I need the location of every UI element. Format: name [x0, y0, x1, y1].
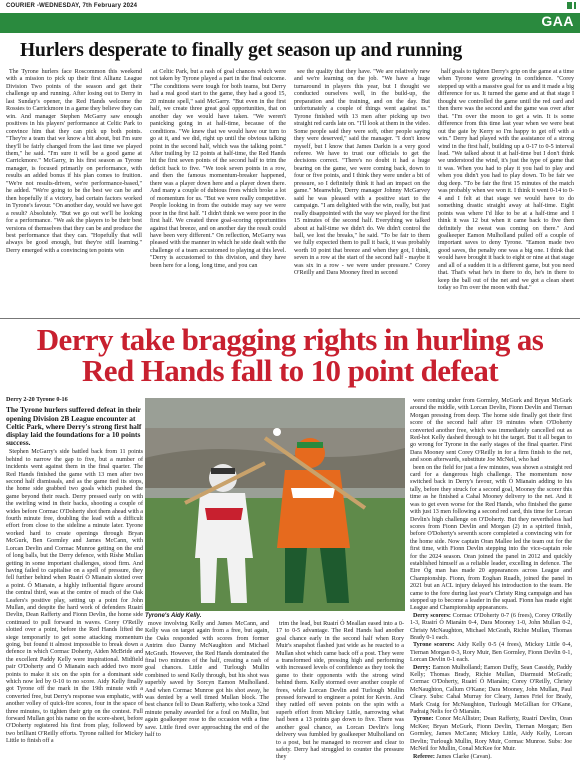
story2-bottom-column-2	[276, 621, 404, 761]
section-bar	[0, 13, 580, 33]
story-divider	[0, 318, 580, 319]
hurling-action-photo	[145, 398, 405, 611]
tyrone-scorers-label: Tyrone scorers:	[413, 642, 455, 649]
tyrone-subs-text: Subs: Joe McNeil for Mullin, Conal McKee for Muir.	[410, 738, 572, 753]
referee	[410, 754, 572, 761]
story1-column-1-text: The Tyrone hurlers face Roscommon this weekend with a mission to pick up their first Allianz League Division Two points of the season and get their challenge up and running. After losing out to Derry in last Sunday's opener, the Red Hands welcome the Rossies to Carrickmore in a game they believe they can win. And manager Stephen McGarry saw enough positives in his players' performance at Celtic Park to convince him that they can pick up both points. "They're a team that we know a bit about, but I'm sure they'll be fairly changed from the last time we played them," he said. "I'm sure it will be a good game at Carrickmore." McGarry, in his first season as Tyrone manager, is focused primarily on performance, with results an added bonus if his plan comes to fruition. "We're not results-driven, we're performance-based," he added. "We're going to be the best we can be and then hopefully if a victory, bad certain factors worked in Tyrone's favour. "On another day, would we have got a result? Absolutely. "But we go out we'll be looking for a performance. "We ask the players to be their best versions of themselves that they can be and produce the best performance that they can. "Hopefully that will always be good enough, but they're still learning." Derry emerged with a convincing ten points win	[6, 69, 142, 254]
story1-column-1	[6, 69, 142, 314]
story1-column-2	[150, 69, 286, 314]
story2-left-text: Stephen McGarry's side battled back from 11 points behind to narrow the gap to five, but a number of incidents went against them in the final quarter. The Red Hands finished the game with 13 men after two second half dismissals, and as the game tied its stops, the home side grabbed two goals which pushed the game beyond their reach. Derry pressed early on with the swirling wind in their backs, shooting a couple of wides before Cormac O'Doherty shot them ahead with a fourth minute free, doubling the lead with a difficult effort from close to the sideline a minute later. Tyrone worked hard to create openings through Bryan McGurk, Ben Gormley and James McCann, with Lorcan Devlin and Cormac Munroe getting on the end of long balls, but the Derry defence, with Ríshe Mullan getting in some important challenges, stood firm. And having failed to capitalise on a spell of pressure, they fell further behind when Ruairí Ó Mianain slotted over a point. Ó Mianain, a highly influential figure around the central third, was at the centre of much of the Oak Leafers's positive play, setting up a point for John Mullan, and despite the hard work of defenders Ruairí Devlin, Dean Rafferty and Fionn Devlin, the home side continued to pull forward in waves. Corey O'Reilly slotted over a point, before the Red Hands lifted the siege temporarily to get some attacking momentum going, but found it almost impossible to break down a defence in which Cormac Doherty, Aiden McBride and the excellent Paddy Kelly were inspirational. Midfield pair O'Doherty and Ó Mianain each added two more points to make it six on the spin for a dominant side which now led by 0-10 to no score. Aidy Kelly finally got Tyrone off the mark in the 19th minute with a converted free, but Derry's response was emphatic, with another volley of quick-fire scores, four in the space of three minutes, to tighten their grip on the contest. Full forward Mullan got his name on the score-sheet, before O'Doherty registered his first from play, followed by two brilliant O'Reilly efforts. Tyrone rallied for Mickey Little to finish off a	[6, 449, 143, 745]
derry-scorers	[410, 613, 572, 643]
tyrone-team-text: Conor McAllister; Dean Rafferty, Ruairí Devlin, Oran McKee; Bryan McGurk, Fionn Devlin, Tiernan Morgan; Ben Gormley, James McCann; Mickey Little, Aidy Kelly, Lorcan Devlin; Turlough Mullin, Rory Muir, Cormac Munroe.	[410, 716, 572, 745]
section-title: GAA	[541, 13, 574, 29]
story2-right-column	[410, 398, 573, 760]
story1-column-3-text: see the quality that they have. "We are relatively new and we're learning on the job. "We have a huge turnaround in players this year, but I thought we conducted ourselves well, in the build-up, the preparation and the training, and on the day. But unfortunately a couple of things went against us." Tyrone finished with 13 men after picking up two straight red cards late on. "I'll look at them in the video. Some people said they were soft, other people saying they were deserved," said the manager. "I don't know myself, but I know that James Darkin is a very good referee. We have to trust our officials to get the decisions correct. "There's no doubt it had a huge bearing on the game, we were coming back, down to four or five points, and I think they were under a bit of pressure, so I definitely think it had an impact on the game." Meanwhile, Derry manager Johnny McGarvey said he was pleased with a positive start to the campaign. "I am delighted with the win, really, but just really disappointed with the way we played for the first 15 minutes of the second half. Everything we talked about at half-time we didn't do. We didn't control the ball, we lost the breaks," he said. "To be fair to them we fully expected them to pull it back, it was probably worth 10 point that breeze and when they got, I think, seven in a row at the start of the second half - maybe it was six in a row - we were under pressure." Corey O'Reilly and Dara Mooney fired in second	[294, 69, 430, 277]
story1-body	[6, 69, 574, 314]
story2-right-text: been on the field for just a few minutes, was shown a straight red card for a dangerous high challenge. The momentum now switched back in Derry's favour, with Ó Mianain adding to his tally, before they struck for a second goal, Mooney the scorer this time as he finished a Cahal Mooney delivery to the net. And it was to get even worse for the Red Hands, who finished the game with just 13 men following a second red card, this time for Lorcan Devlin's high challenge on O'Doherty. But they nevertheless had scores from Fionn Devlin and Morgan (2) in a spirited finish, before O'Doherty's seventh score completed a convincing win for the home side. Now captain Oran Mallee led the team out for the first time, with Fionn Devlin stepping into the vice-captain role for the 2024 season. Oran joined the panel in 2012 and quickly established himself as a reliable leader, excelling in defence. The Eire Óg man has made 20 appearances across League and Championship. Fionn, from Eoghan Ruadh, joined the panel in 2021 but an ACL injury delayed his introduction to the team. He came to the fore during last year's Christy Ring campaign and has stepped up to become a leader in the squad. Fionn has made eight League and Championship appearances.	[410, 464, 572, 612]
story2-left-column	[6, 396, 143, 745]
story2-bottom-1-text: move involving Kelly and James McCann, and Kelly was on target again from a free, but again, the Oaks responded with scores from former Antrim duo Danny McNaughton and Michael McGrath. However, the Red Hands dominated the final two minutes of the half, creating a rash of goal chances. Little and Turlough Mullin combined to send Kelly through, but his shot was superbly saved by Sorcyn Eamon Mulholland. And when Cormac Munroe got his shot away, he was denied by a well timed Mullan block. The best chance fell to Dean Rafferty, who took a 32nd minute penalty awarded for a foul on Mullin, but again goalkeeper rose to the occasion with a fine save. Little fired over approaching the end of the half to	[145, 621, 269, 739]
derry-team-label: Derry:	[413, 664, 431, 671]
publication-date: COURIER -WEDNESDAY, 7th February 2024	[6, 3, 138, 9]
tyrone-scorers	[410, 642, 572, 664]
story1-column-2-text: at Celtic Park, but a rash of goal chances which were not taken by Tyrone played a part in the final outcome. "The conditions were tough for both teams, but Derry had a real good start to the game, they had a good 15, 20 minute spell," said McGarry. "But even in the first half, we create three great goal opportunities, that on another day we would have taken. "We weren't panicking going in at half-time, because of the conditions. "We knew that we would have our turn to go at it, and we did, right up until the obvious talking point in the second half, which was the talking point." After trailing by 12 points at half-time, the Red Hands hit the first seven points of the second half to trim the deficit back to five. "We took seven points in a row, and then the famous momentum-breaker happened, there was a player down here and a player down there. And many a couple of dubious frees which broke a lot of momentum for us. "But we were really competitive. People looking in from the outside may say we were poor in the first half. "I didn't think we were poor in the first half. We created three goal-scoring opportunities against that breeze, and on another day the result could have been very different." On reflection, McGarry was pleased with the manner in which he side dealt with the challenge of a team accustomed to playing at this level. "Derry is accustomed to this division, and they have been here for a long, long time, and you can	[150, 69, 286, 269]
story1-headline: Hurlers desperate to finally get season up and running	[20, 40, 463, 61]
story2-bottom-column-1	[145, 621, 269, 739]
match-score: Derry 2-20 Tyrone 0-16	[6, 396, 68, 403]
derry-scorers-text: Cormac O'Doherty 0-7 (6 frees), Corey O'Reilly 1-3, Ruairí Ó Mianáin 0-4, Dara Mooney 1-0, John Mullan 0-2, Christy McNaughton, Michael McGrath, Richie Mullan, Thomas Brady 0-1 each.	[410, 612, 572, 641]
story1-column-3	[294, 69, 430, 314]
referee-label: Referee:	[413, 753, 435, 760]
story2-bottom-2-text: trim the lead, but Ruairí Ó Meallan eased into a 0-17 to 0-5 advantage. The Red Hands had another goal chance early in the second half when Rory Muir's snapshot flashed just wide as he reacted to a Mullan shot which came back off a post. They were a transformed side, pressing high and performing with increased levels of confidence as they took the game to their opponents with the strong wind behind them. Kelly stormed over another couple of frees, while Lorcan Devlin and Turlough Mullin pressed forward to engineer a point for Kevin. And they rattled off seven points on the spin with a superb effort from Mickey Little, narrowing what had been a 13 points gap down to five. There was another goal chance, as Lorcan Devlin's long delivery was fumbled by goalkeeper Mulholland on to a post, but he managed to recover and clear to safety. Derry had struggled to counter the pressure they	[276, 621, 404, 761]
derry-team	[410, 665, 572, 717]
story2-headline: Derry take bragging rights in hurling as Red Hands fall to 10 point defeat	[36, 322, 544, 388]
story2-right-lead-text: were coming under from Gormley, McGurk and Bryan McGurk around the middle, with Lorcan Devlin, Fionn Devlin and Tiernan Morgan pressing from deep. The home side finally got their first score of the second half after 19 minutes when O'Doherty converted another free, which was immediately cancelled out as Red-hot Kelly dashed through to hit the target. But it all began to go wrong for Tyrone in the early stages of the final quarter. First Dara Mooney sent Corey O'Reilly in for a firm finish to the net, and soon afterwards, substitute Joe McNeil, who had	[410, 398, 572, 464]
story2-intro: The Tyrone hurlers suffered defeat in their opening Division 2B League encounter at Celtic Park, where Derry's strong first half display laid the foundations for a 10 points success.	[6, 405, 142, 448]
photo-caption: Tyrone's Aidy Kelly.	[145, 613, 202, 619]
derry-scorers-label: Derry scorers:	[413, 612, 451, 619]
story1-column-4	[438, 69, 574, 314]
referee-text: James Clarke (Cavan).	[436, 753, 492, 760]
page-info	[6, 3, 137, 9]
tyrone-scorers-text: Aidy Kelly 0-5 (4 frees), Mickey Little 0-4, Tiernan Morgan 0-3, Rory Muir, Ben Gormley, Fionn Devlin 0-1, Lorcan Devlin 0-1 each.	[410, 642, 573, 664]
tyrone-team	[410, 716, 572, 753]
photo-illustration	[145, 398, 405, 611]
header-marker-icon	[567, 2, 572, 9]
derry-subs-text: Subs: Cahal Murray for Cleary, James Friel for Brady, Mark Craig for McNaughton, Turlough McGillian for O'Kane, Padraig Nelis for Ó Mianáin.	[410, 694, 572, 716]
derry-team-text: Eamon Mulholland; Eamon Duffy, Sean Cassidy, Paddy Kelly; Thomas Brady, Richie Mullan, Diarmuid McGrath; Cormac O'Doherty, Ruairí Ó Mianáin; Corey O'Reilly, Christy McNaughton, Callum O'Kane; Dara Mooney, John Mullan, Paul Cleary.	[410, 664, 572, 701]
story1-column-4-text: half goals to tighten Derry's grip on the game at a time when Tyrone were growing in confidence. "Corey stepped up with a massive goal for us and it made a big difference for us. It turned the game and at that stage I thought we controlled the game until the red card and then there was the second and the game was over after that. "I'm over the moon to get a win. It is some difference from this time last year when we were beat out the gate by Kerry so I'm happy to get off with a win." Derry had played with the assistance of a strong wind in the first half, building up a 0-17 to 0-5 interval lead. "We talked about it at half-time but I don't think we understood the wind, it's just the type of game that it was. When you had to play it you had to play and when you didn't you had to play down. To be fair we dug deep. "To be fair the first 15 minutes of the match was probably when we won it. I think it went 0-14 to 0-4 and I felt at that stage we would have to do something drastic straight away at half-time. Eight points was where I'd like to be at a half-time and I think it was 12 but when it came back to five then definitely the sweat was coming on there." And goalkeeper Eamon Mulholland pulled off a couple of important saves to deny Tyrone. "Eamon made two good saves, the penalty one was a big one. I think that would have brought it back to eight or nine at that stage and all of a sudden it is a different game, but you need that. That's what he's in there to do, he's in there to keep the ball out of the net and we got a clean sheet today so I'm over the moon with that."	[438, 69, 574, 292]
tyrone-team-label: Tyrone:	[413, 716, 434, 723]
page-header	[0, 0, 580, 34]
